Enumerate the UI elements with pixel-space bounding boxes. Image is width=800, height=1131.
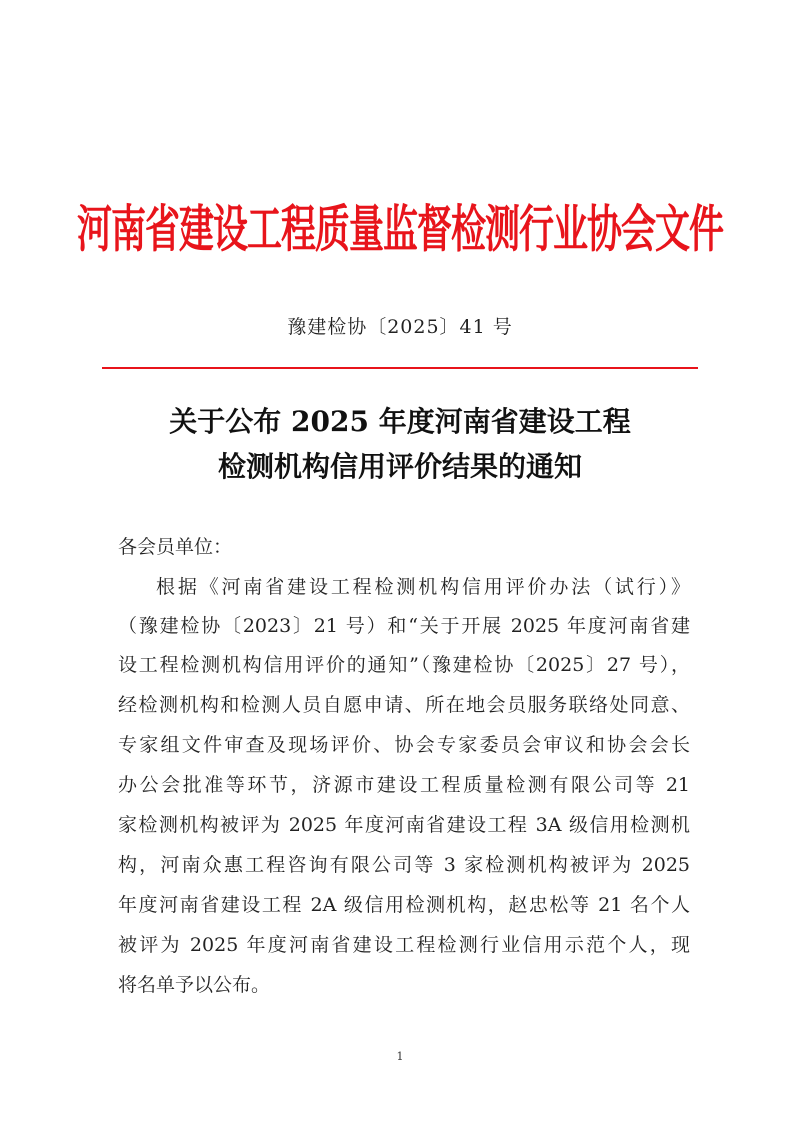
body-line: 将名单予以公布。 xyxy=(118,974,271,996)
body-line: （豫建检协〔2023〕21 号）和“关于开展 2025 年度河南省建 xyxy=(118,615,690,637)
body-line: 根据《河南省建设工程检测机构信用评价办法（试行）》 xyxy=(156,576,690,598)
body-line: 专家组文件审查及现场评价、协会专家委员会审议和协会会长 xyxy=(118,734,690,756)
body-line: 家检测机构被评为 2025 年度河南省建设工程 3A 级信用检测机 xyxy=(118,814,690,836)
body-line: 办公会批准等环节，济源市建设工程质量检测有限公司等 21 xyxy=(118,774,690,796)
red-divider xyxy=(102,367,698,369)
salutation: 各会员单位： xyxy=(118,536,233,558)
page-number: 1 xyxy=(396,1050,404,1063)
masthead: 河南省建设工程质量监督检测行业协会文件 xyxy=(76,200,723,260)
body-line: 构，河南众惠工程咨询有限公司等 3 家检测机构被评为 2025 xyxy=(118,854,690,876)
notice-title-line-2: 检测机构信用评价结果的通知 xyxy=(217,450,582,483)
body-line: 经检测机构和检测人员自愿申请、所在地会员服务联络处同意、 xyxy=(118,694,690,716)
document-number: 豫建检协〔2025〕41 号 xyxy=(287,316,513,338)
body-line: 年度河南省建设工程 2A 级信用检测机构，赵忠松等 21 名个人 xyxy=(118,894,690,916)
notice-title-line-1: 关于公布 2025 年度河南省建设工程 xyxy=(169,405,631,438)
body-line: 被评为 2025 年度河南省建设工程检测行业信用示范个人，现 xyxy=(118,934,690,956)
body-line: 设工程检测机构信用评价的通知”（豫建检协〔2025〕27 号）， xyxy=(118,654,690,676)
